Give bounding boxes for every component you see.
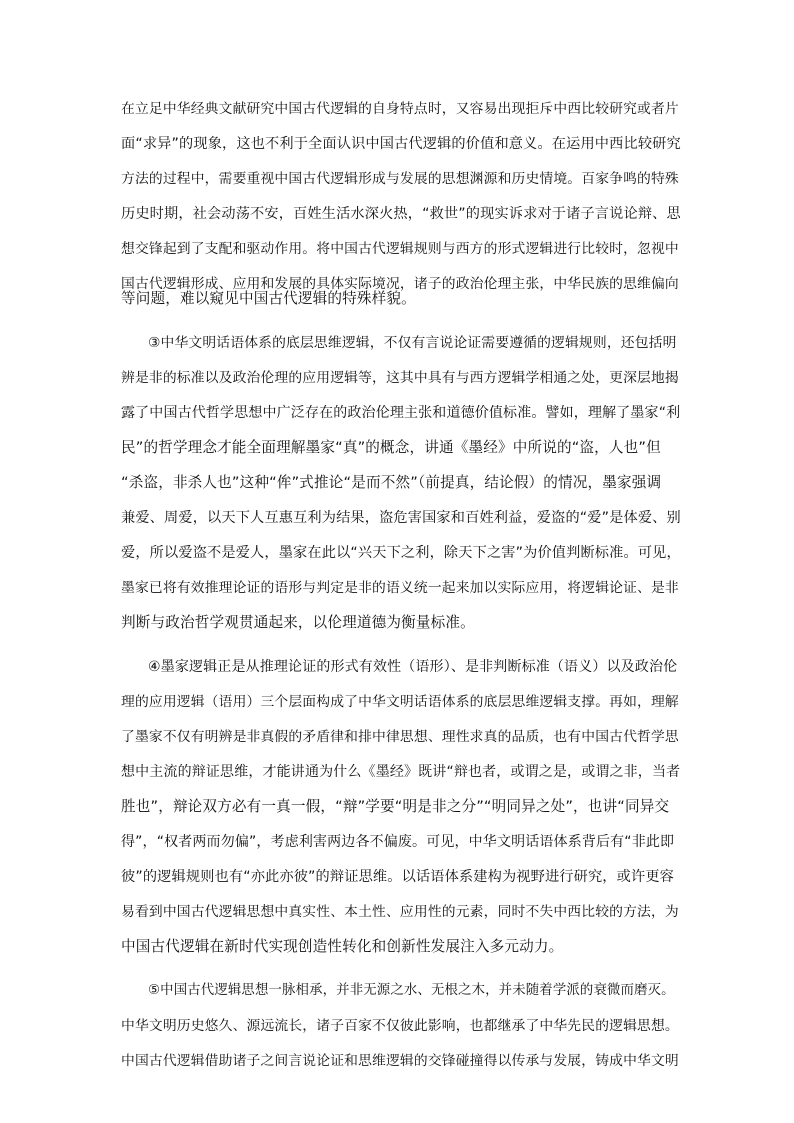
text-line: 得”，“权者两而勿偏”，考虑利害两边各不偏废。可见，中华文明话语体系背后有“非此即 <box>121 834 675 850</box>
text-line: 历史时期，社会动荡不安，百姓生活水深火热，“救世”的现实诉求对于诸子言说论辩、思 <box>121 206 681 222</box>
text-line: ③中华文明话语体系的底层思维逻辑，不仅有言说论证需要遵循的逻辑规则，还包括明 <box>148 335 677 351</box>
text-line: 方法的过程中，需要重视中国古代逻辑形成与发展的思想渊源和历史情境。百家争鸣的特殊 <box>121 171 679 187</box>
text-line: ⑤中国古代逻辑思想一脉相承，并非无源之水、无根之木，并未随着学派的衰微而磨灭。 <box>148 983 675 998</box>
text-line: 胜也”，辩论双方必有一真一假，“辩”学要“明是非之分”“明同异之处”，也讲“同异交 <box>121 798 670 815</box>
text-line: 中国古代逻辑借助诸子之间言说论证和思维逻辑的交锋碰撞得以传承与发展，铸成中华文明 <box>121 1053 679 1069</box>
text-line: 中华文明历史悠久、源远流长，诸子百家不仅彼此影响，也都继承了中华先民的逻辑思想。 <box>121 1018 679 1034</box>
text-line: 判断与政治哲学观贯通起来，以伦理道德为衡量标准。 <box>121 614 475 631</box>
text-line: 彼”的逻辑规则也有“亦此亦彼”的辩证思维。以话语体系建构为视野进行研究，或许更容 <box>121 869 674 885</box>
text-line: ④墨家逻辑正是从推理论证的形式有效性（语形）、是非判断标准（语义）以及政治伦 <box>148 659 678 675</box>
text-line: 国古代逻辑形成、应用和发展的具体实际境况，诸子的政治伦理主张，中华民族的思维偏向 <box>121 276 679 292</box>
text-line: 想中主流的辩证思维，才能讲通为什么《墨经》既讲“辩也者，或谓之是，或谓之非，当者 <box>121 764 681 780</box>
text-line: 在立足中华经典文献研究中国古代逻辑的自身特点时，又容易出现拒斥中西比较研究或者片 <box>121 101 679 117</box>
text-line: 墨家已将有效推理论证的语形与判定是非的语义统一起来加以实际应用，将逻辑论证、是非 <box>121 580 679 596</box>
text-line: 辨是非的标准以及政治伦理的应用逻辑等，这其中具有与西方逻辑学相通之处，更深层地揭 <box>121 370 679 386</box>
text-line: 易看到中国古代逻辑思想中真实性、本土性、应用性的元素，同时不失中西比较的方法，为 <box>121 904 679 920</box>
text-line: 想交锋起到了支配和驱动作用。将中国古代逻辑规则与西方的形式逻辑进行比较时，忽视中 <box>121 241 679 257</box>
text-line: 了墨家不仅有明辨是非真假的矛盾律和排中律思想、理性求真的品质，也有中国古代哲学思 <box>121 729 679 745</box>
text-line: “杀盗，非杀人也”这种“侔”式推论“是而不然”（前提真，结论假）的情况，墨家强调 <box>121 474 662 491</box>
text-line: 面“求异”的现象，这也不利于全面认识中国古代逻辑的价值和意义。在运用中西比较研究 <box>121 136 681 152</box>
text-line: 兼爱、周爱，以天下人互惠互利为结果，盗危害国家和百姓利益，爱盗的“爱”是体爱、别 <box>121 510 681 526</box>
text-line: 理的应用逻辑（语用）三个层面构成了中华文明话语体系的底层思维逻辑支撑。再如，理解 <box>121 694 679 710</box>
text-line: 爱，所以爱盗不是爱人，墨家在此以“兴天下之利，除天下之害”为价值判断标准。可见， <box>121 545 681 561</box>
text-line: 露了中国古代哲学思想中广泛存在的政治伦理主张和道德价值标准。譬如，理解了墨家“利 <box>121 405 681 421</box>
text-line: 民”的哲学理念才能全面理解墨家“真”的概念，讲通《墨经》中所说的“盗，人也”但 <box>121 439 661 456</box>
text-line: 中国古代逻辑在新时代实现创造性转化和创新性发展注入多元动力。 <box>121 938 564 955</box>
text-line: 等问题，难以窥见中国古代逻辑的特殊样貌。 <box>121 290 416 307</box>
